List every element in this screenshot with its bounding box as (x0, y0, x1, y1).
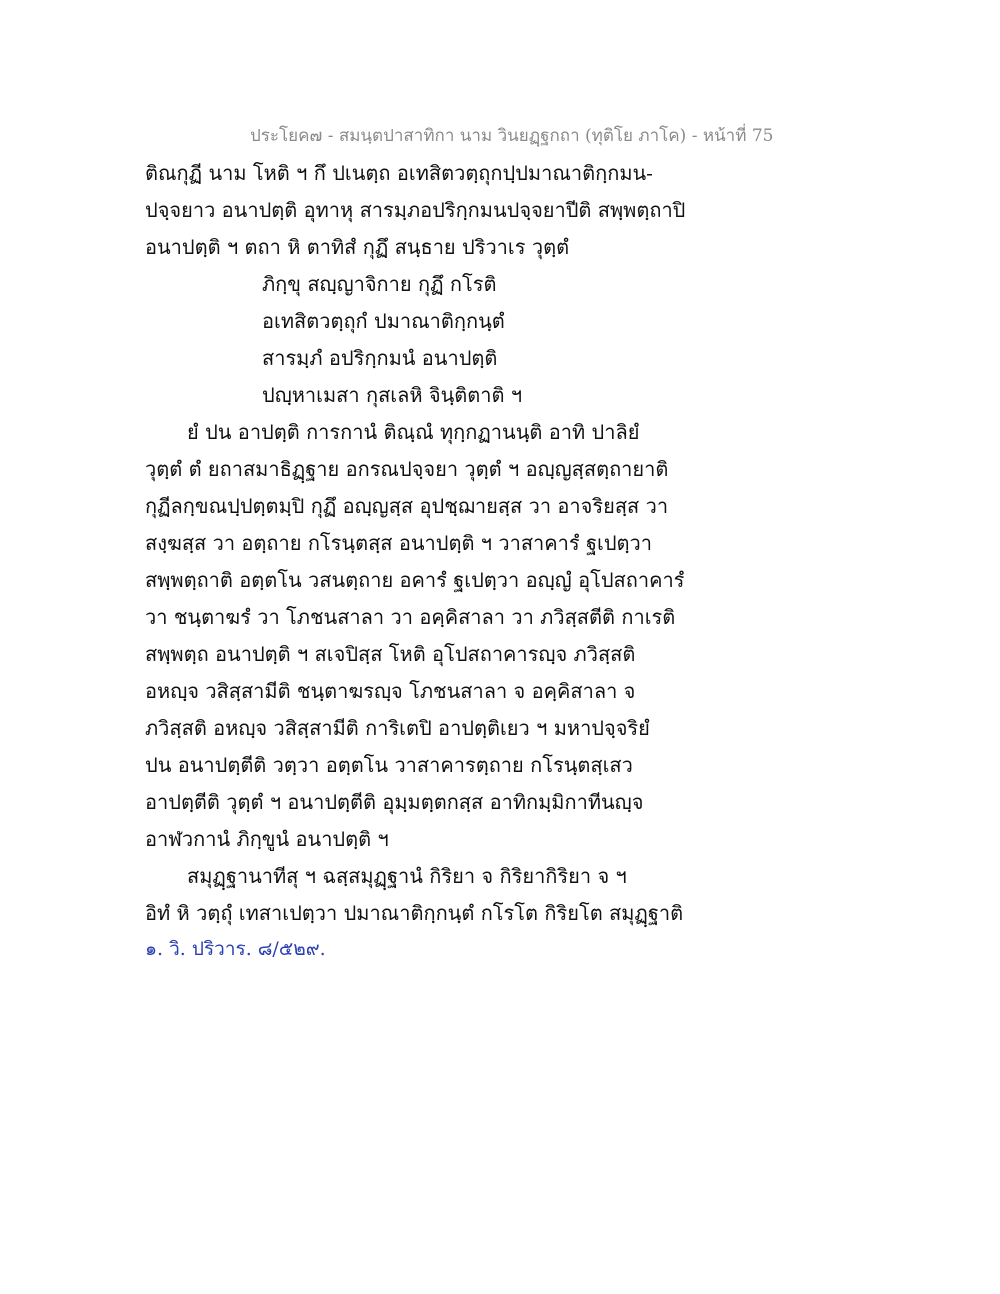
text-line: ภวิสฺสติ อหญฺจ วสิสฺสามีติ การิเตปิ อาปตฺติเยว ฯ มหาปจฺจริยํ (145, 716, 650, 740)
text-line: วา ชนฺตาฆรํ วา โภชนสาลา วา อคฺคิสาลา วา ภวิสฺสตีติ กาเรติ (145, 605, 676, 629)
verse-line: อเทสิตวตฺถุกํ ปมาณาติกฺกนฺตํ (262, 309, 505, 333)
text-line: สพฺพตฺถ อนาปตฺติ ฯ สเจปิสฺส โหติ อุโปสถาคารญฺจ ภวิสฺสติ (145, 642, 636, 666)
verse-line: สารมฺภํ อปริกฺกมนํ อนาปตฺติ (262, 346, 498, 370)
text-line: อหญฺจ วสิสฺสามีติ ชนฺตาฆรญฺจ โภชนสาลา จ อคฺคิสาลา จ (145, 679, 636, 703)
text-line: อิทํ หิ วตฺถุํ เทสาเปตฺวา ปมาณาติกฺกนฺตํ กโรโต กิริยโต สมุฏฺฐาติ (145, 901, 684, 925)
text-line: อนาปตฺติ ฯ ตถา หิ ตาทิสํ กุฏึ สนฺธาย ปริวาเร วุตฺตํ (145, 235, 570, 259)
text-lines (145, 155, 705, 932)
text-line: อาฬวกานํ ภิกฺขูนํ อนาปตฺติ ฯ (145, 827, 389, 851)
text-line: วุตฺตํ ตํ ยถาสมาธิฏฺฐาย อกรณปจฺจยา วุตฺตํ ฯ อญฺญสฺสตฺถายาติ (145, 457, 669, 481)
page-header: ประโยค๗ - สมนฺตปาสาทิกา นาม วินยฏฺฐกถา (ทุติโย ภาโค) - หน้าที่ 75 (250, 126, 774, 146)
text-line: สมุฏฺฐานาทีสุ ฯ ฉสฺสมุฏฺฐานํ กิริยา จ กิริยากิริยา จ ฯ (187, 864, 627, 888)
text-line: ปน อนาปตฺตีติ วตฺวา อตฺตโน วาสาคารตฺถาย กโรนฺตสฺเสว (145, 753, 633, 777)
text-line: กุฏีลกฺขณปฺปตฺตมฺปิ กุฏึ อญฺญสฺส อุปชฺฌายสฺส วา อาจริยสฺส วา (145, 494, 669, 518)
verse-line: ภิกฺขุ สญฺญาจิกาย กุฏึ กโรติ (262, 272, 497, 296)
footnote: ๑. วิ. ปริวาร. ๘/๕๒๙. (145, 938, 326, 960)
text-line: อาปตฺตีติ วุตฺตํ ฯ อนาปตฺตีติ อุมฺมตฺตกสฺส อาทิกมฺมิกาทีนญฺจ (145, 790, 644, 814)
text-line: สงฺฆสฺส วา อตฺถาย กโรนฺตสฺส อนาปตฺติ ฯ วาสาคารํ ฐเปตฺวา (145, 531, 653, 555)
document-body (145, 155, 705, 966)
text-line: ติณกุฏี นาม โหติ ฯ กึ ปเนตฺถ อเทสิตวตฺถุกปฺปมาณาติกฺกมน- (145, 161, 653, 185)
text-line: สพฺพตฺถาติ อตฺตโน วสนตฺถาย อคารํ ฐเปตฺวา อญฺญํ อุโปสถาคารํ (145, 568, 685, 592)
text-line: ยํ ปน อาปตฺติ การกานํ ติณฺณํ ทุกฺกฏานนฺติ อาทิ ปาลิยํ (187, 420, 640, 444)
verse-line: ปญฺหาเมสา กุสเลหิ จินฺติตาติ ฯ (262, 383, 523, 407)
text-line: ปจฺจยาว อนาปตฺติ อุทาหุ สารมฺภอปริกฺกมนปจฺจยาปีติ สพฺพตฺถาปิ (145, 198, 686, 222)
